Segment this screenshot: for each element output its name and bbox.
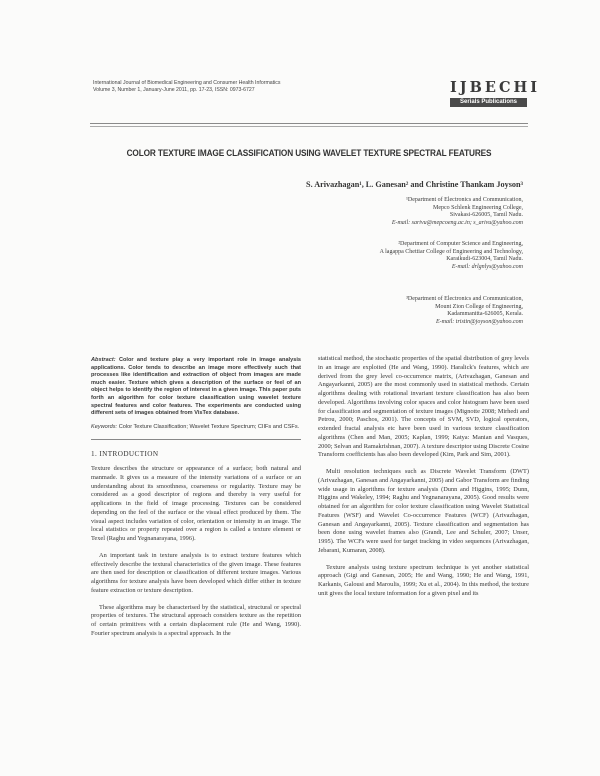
keywords: [91, 424, 301, 432]
affiliation-line: Karaikudi-623004, Tamil Nadu.: [446, 256, 523, 263]
publisher-band: Serials Publications: [450, 98, 527, 107]
affiliation-line: Sivakasi-626005, Tamil Nadu.: [449, 212, 523, 219]
keywords-label: Keywords:: [91, 423, 118, 430]
abstract-label: Abstract:: [91, 357, 116, 363]
keywords-text: Color Texture Classification; Wavelet Texture Spectrum; CIIFs and CSFs.: [118, 423, 300, 430]
abstract-text: Color and texture play a very important role in image analysis applications. Color tends to describe an image more effectively such that processes like identification and extraction of object from images are made much easier. Texture which gives a description of the surface or feel of an object helps to identify the region of interest in a given image. This paper puts forth an algorithm for color texture classification using wavelet texture spectral features and color features. The experiments are conducted using different sets of images obtained from VisTex database.: [91, 357, 302, 417]
affiliation-line: ¹Department of Electronics and Communication,: [406, 197, 523, 203]
logo-title: IJBECHI: [450, 79, 540, 96]
body-paragraph-1: statistical method, the stochastic properties of the spatial distribution of grey levels in an image are exploited (He and Wang, 1990). Haralick's features, which are derived from the grey level co-occurrence matrix, (Arivazhagan, Ganesan and Angayarkanni, 2005) are the most commonly used in statistical methods. Certain algorithms dealing with rotational invariant texture classification has also been developed. Algorithms involving color spaces and color histogram have been used for classification and segmentation of texture images (Mignotte 2008; Mirhedi and Petrou, 2000; Paschos, 2001). The concepts of SVM, SVD, logical operators, extended fractal analysis etc have been used in various texture classification algorithms (Chen and Man, 2005; Kaplan, 1999; Katya: Manian and Vasques, 2000; Selvan and Ramakrishnan, 2007). A texture descriptor using Discrete Cosine Transform coefficients has also been developed (Kim, Park and Sim, 2001).: [318, 355, 529, 459]
paper-title: COLOR TEXTURE IMAGE CLASSIFICATION USING WAVELET TEXTURE SPECTRAL FEATURES: [126, 148, 492, 159]
body-paragraph-2: Multi resolution techniques such as Discrete Wavelet Transform (DWT) (Arivazhagan, Ganesan and Angayarkanni, 2005) and Gabor Transform are finding wide usage in algorithms for texture analysis (Dunn and Higgins, 1995; Dunn, Higgins and Wakeley, 1994; Raghu and Yegnanarayana, 2005). Good results were obtained for an algorithm for color texture classification using Wavelet Statistical Features (WSF) and Wavelet Co-occurrence Features (WCF) (Arivazhagan, Ganesan and Angayarkanni, 2005). Texture classification and segmentation has been done using wavelet frames also (Grandi, Lee and Schuler, 2007; Unser, 1995). The WCFs were used for target tracking in video sequences (Arivazhagan, Jebarani, Kumaran, 2008).: [318, 468, 529, 554]
intro-paragraph-3: These algorithms may be characterised by the statistical, structural or spectral properties of textures. The structural approach considers texture as the repetition of certain primitives with a certain displacement rule (He and Wang, 1990). Fourier spectrum analysis is a spectral approach. In the: [91, 603, 301, 637]
intro-paragraph-1: Texture describes the structure or appearance of a surface; both natural and manmade. It gives us a measure of the intensity variations of a surface or an understanding about its smoothness, coarseness or regularity. Texture may be considered as a good descriptor of regions and thereby is very useful for applications in the field of image processing. Textures can be considered depending on the feel of the surface or the visual effect produced by them. The visual aspect includes variation of color, orientation or intensity in an image. The local statistics or property repeated over a region is called a texture element or Texel (Raghu and Yegnanarayana, 1996).: [91, 465, 301, 543]
affiliation-1: [313, 197, 523, 227]
right-column: [318, 355, 529, 607]
header-rule-thin: [90, 126, 528, 127]
intro-paragraph-2: An important task in texture analysis is to extract texture features which effectively describe the textural characteristics of the given image. These features are then used for description or classification of different texture images. Various algorithms for texture analysis have been developed which differ either in texture feature extraction or texture description.: [91, 551, 301, 594]
header-rule: [90, 123, 528, 124]
affiliation-line: ³Department of Electronics and Communication,: [406, 296, 523, 302]
journal-logo: [450, 79, 540, 107]
affiliation-email: E-mail: drlgnlys@yahoo.com: [451, 263, 523, 270]
journal-info: [93, 80, 423, 94]
affiliation-line: A lagappa Chettiar College of Engineering and Technology,: [379, 248, 523, 255]
affiliation-line: Mount Zion College of Engineering,: [435, 303, 523, 310]
journal-name: International Journal of Biomedical Engineering and Consumer Health Informatics: [93, 80, 281, 86]
body-paragraph-3: Texture analysis using texture spectrum technique is yet another statistical approach (Gigi and Ganesan, 2005; He and Wang, 1990; He and Wang, 1991, Karkanis, Galousi and Maroulis, 1999; Xu et al., 2004). In this method, the texture unit gives the local texture information for a given pixel and its: [318, 563, 529, 597]
journal-volume: Volume 3, Number 1, January-June 2011, pp. 17-23, ISSN: 0973-6727: [93, 87, 255, 93]
abstract: [91, 357, 301, 418]
left-column: [91, 357, 301, 647]
affiliation-line: Kadammanitta-626005, Kerala.: [447, 311, 523, 318]
affiliation-3: [313, 296, 523, 326]
author-list: S. Arivazhagan¹, L. Ganesan² and Christine Thankam Joyson³: [306, 180, 523, 189]
affiliation-email: E-mail: tristin@joyson@yahoo.com: [435, 318, 523, 325]
affiliation-email: E-mail: sarivu@mepcoeng.ac.in; s_arivu@yahoo.com: [391, 219, 523, 226]
abstract-divider: [91, 439, 301, 440]
affiliation-2: [313, 241, 523, 271]
affiliation-line: ²Department of Computer Science and Engineering,: [398, 241, 523, 247]
affiliation-line: Mepco Schlenk Engineering College,: [433, 204, 523, 211]
section-heading: 1. INTRODUCTION: [91, 450, 159, 459]
